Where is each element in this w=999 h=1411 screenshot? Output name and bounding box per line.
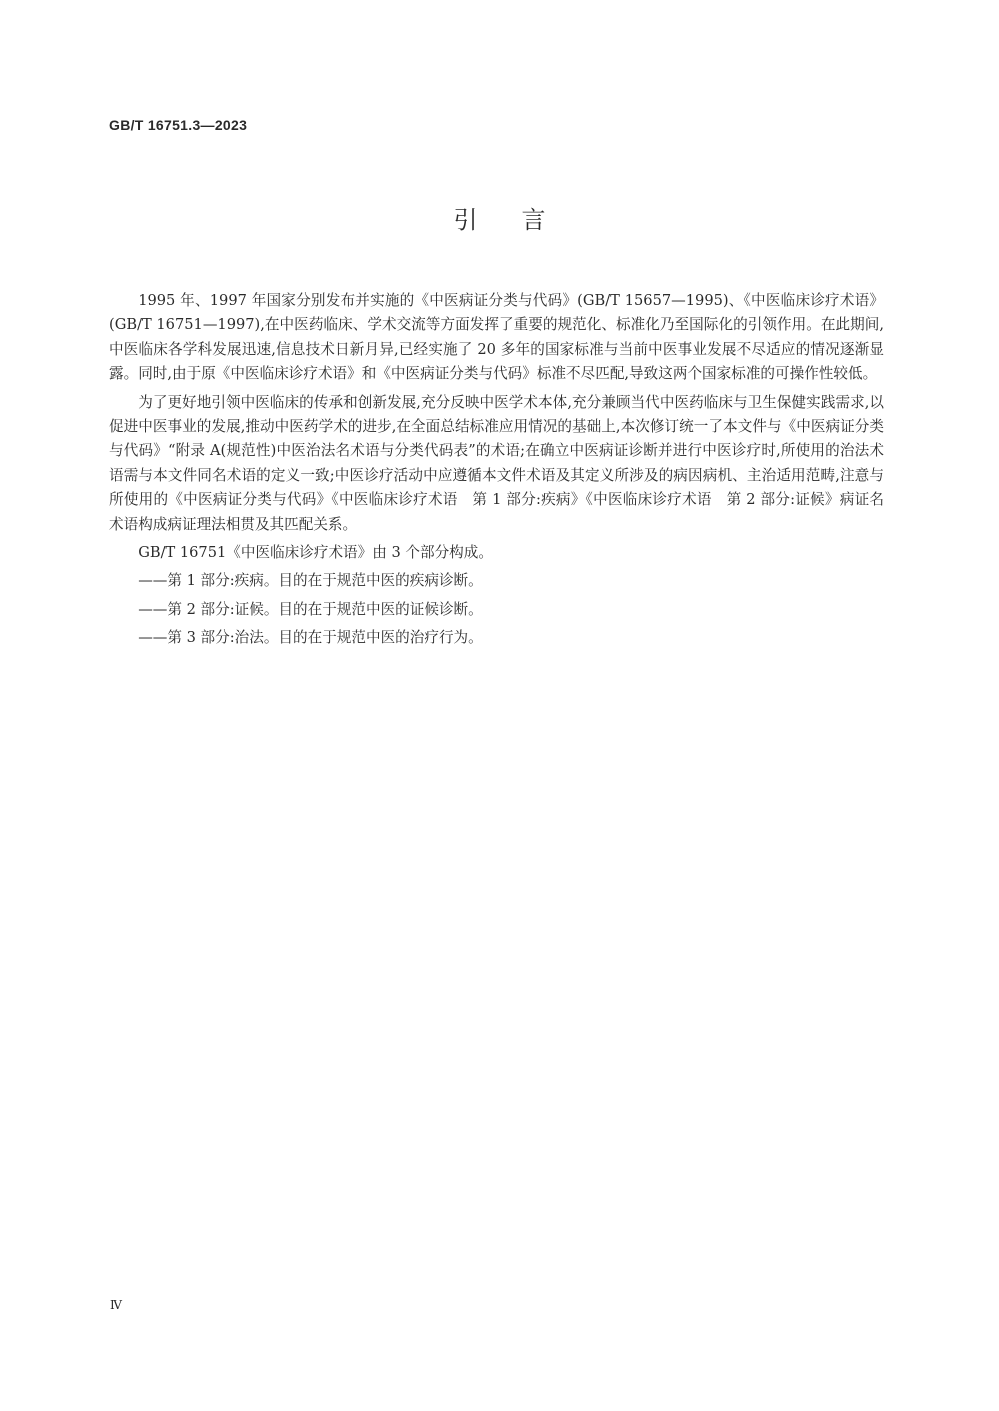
paragraph-3: GB/T 16751《中医临床诊疗术语》由 3 个部分构成。 xyxy=(138,544,493,562)
document-code: GB/T 16751.3—2023 xyxy=(109,117,248,133)
body-text xyxy=(109,289,884,651)
paragraph-1: 1995 年、1997 年国家分别发布并实施的《中医病证分类与代码》(GB/T 15657—1995)、《中医临床诊疗术语》(GB/T 16751—1997),在中医药临床、学术交流等方面发挥了重要的规范化、标准化乃至国际化的引领作用。在此期间,中医临床各学科发展迅速,信息技术日新月异,已经实施了 20 多年的国家标准与当前中医事业发展不尽适应的情况逐渐显露。同时,由于原《中医临床诊疗术语》和《中医病证分类与代码》标准不尽匹配,导致这两个国家标准的可操作性较低。 xyxy=(109,292,884,383)
list-item-part-2: ——第 2 部分:证候。目的在于规范中医的证候诊断。 xyxy=(138,600,483,618)
page-title: 引言 xyxy=(453,206,590,234)
list-item-part-1: ——第 1 部分:疾病。目的在于规范中医的疾病诊断。 xyxy=(138,572,483,590)
list-item-part-3: ——第 3 部分:治法。目的在于规范中医的治疗行为。 xyxy=(138,629,483,647)
paragraph-2: 为了更好地引领中医临床的传承和创新发展,充分反映中医学术本体,充分兼顾当代中医药临床与卫生保健实践需求,以促进中医事业的发展,推动中医药学术的进步,在全面总结标准应用情况的基础上,本次修订统一了本文件与《中医病证分类与代码》“附录 A(规范性)中医治法名术语与分类代码表”的术语;在确立中医病证诊断并进行中医诊疗时,所使用的治法术语需与本文件同名术语的定义一致;中医诊疗活动中应遵循本文件术语及其定义所涉及的病因病机、主治适用范畴,注意与所使用的《中医病证分类与代码》《中医临床诊疗术语 第 1 部分:疾病》《中医临床诊疗术语 第 2 部分:证候》病证名术语构成病证理法相贯及其匹配关系。 xyxy=(109,393,884,533)
page-number: Ⅳ xyxy=(110,1298,122,1312)
